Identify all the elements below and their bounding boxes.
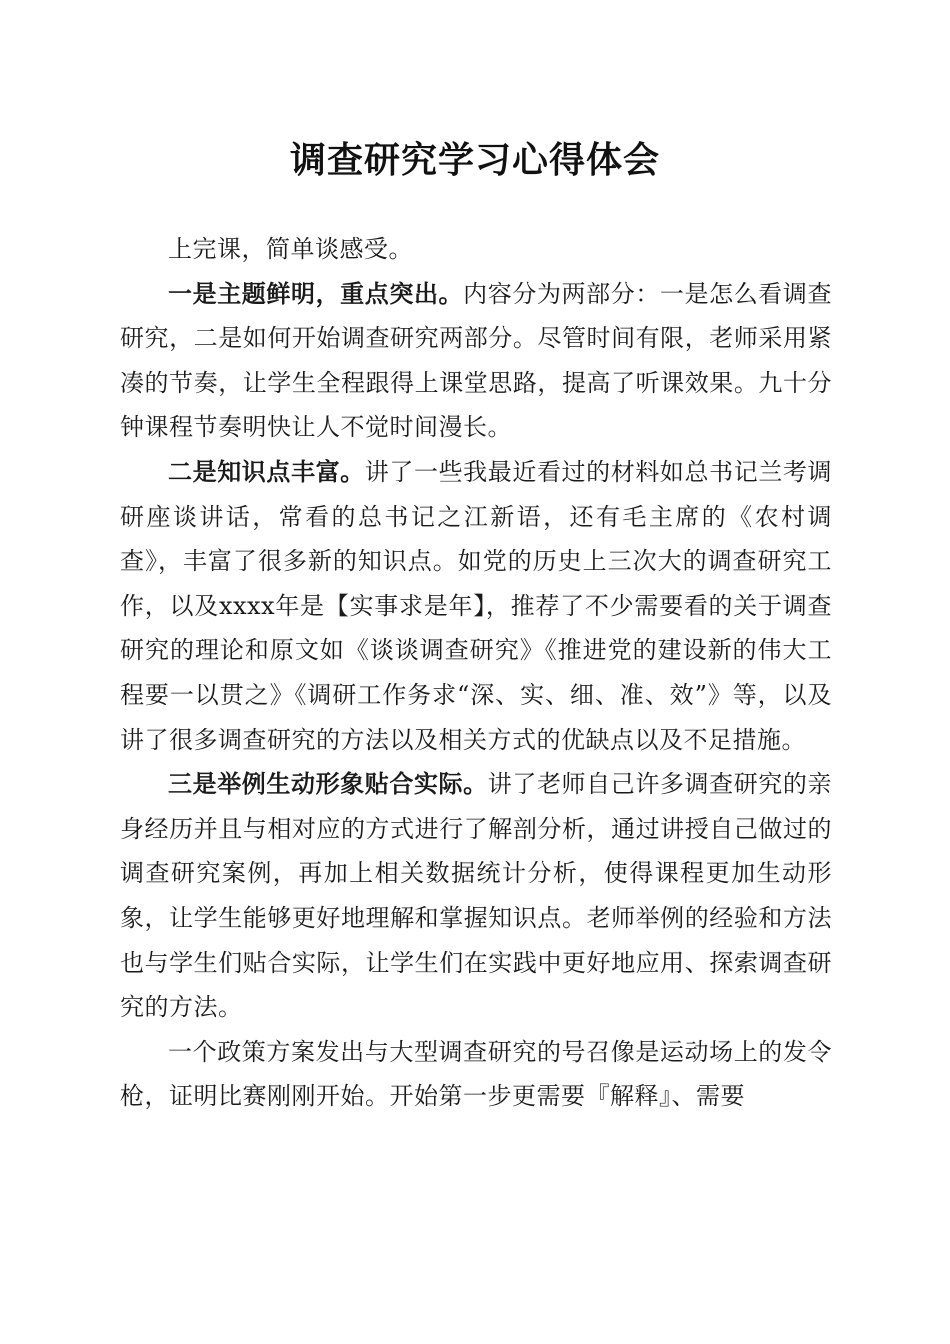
paragraph-point-two [120, 450, 832, 762]
document-title: 调查研究学习心得体会 [289, 139, 660, 181]
paragraph-closing [120, 1030, 832, 1119]
document-body [120, 227, 832, 1119]
paragraph-lead: 二是知识点丰富。 [168, 456, 365, 486]
paragraph-lead: 一是主题鲜明，重点突出。 [168, 278, 464, 308]
paragraph-text: 内容分为两部分：一是怎么看调查研究，二是如何开始调查研究两部分。尽管时间有限，老师采用紧凑的节奏，让学生全程跟得上课堂思路，提高了听课效果。九十分钟课程节奏明快让人不觉时间漫长。 [120, 279, 833, 442]
paragraph-text: 讲了一些我最近看过的材料如总书记兰考调研座谈讲话，常看的总书记之江新语，还有毛主席的《农村调查》，丰富了很多新的知识点。如党的历史上三次大的调查研究工作，以及xxxx年是【实事求是年】，推荐了不少需要看的关于调查研究的理论和原文如《谈谈调查研究》《推进党的建设新的伟大工程要一以贯之》《调研工作务求“深、实、细、准、效”》等，以及讲了很多调查研究的方法以及相关方式的优缺点以及不足措施。 [120, 457, 833, 754]
paragraph-point-three [120, 762, 832, 1030]
paragraph-lead: 三是举例生动形象贴合实际。 [168, 769, 488, 799]
paragraph-intro [120, 227, 832, 272]
paragraph-point-one [120, 272, 832, 450]
paragraph-text: 讲了老师自己许多调查研究的亲身经历并且与相对应的方式进行了解剖分析，通过讲授自己做过的调查研究案例，再加上相关数据统计分析，使得课程更加生动形象，让学生能够更好地理解和掌握知识点。老师举例的经验和方法也与学生们贴合实际，让学生们在实践中更好地应用、探索调查研究的方法。 [120, 770, 832, 1022]
paragraph-text: 上完课，简单谈感受。 [168, 235, 413, 263]
paragraph-text: 一个政策方案发出与大型调查研究的号召像是运动场上的发令枪，证明比赛刚刚开始。开始第一步更需要『解释』、需要 [120, 1037, 832, 1111]
